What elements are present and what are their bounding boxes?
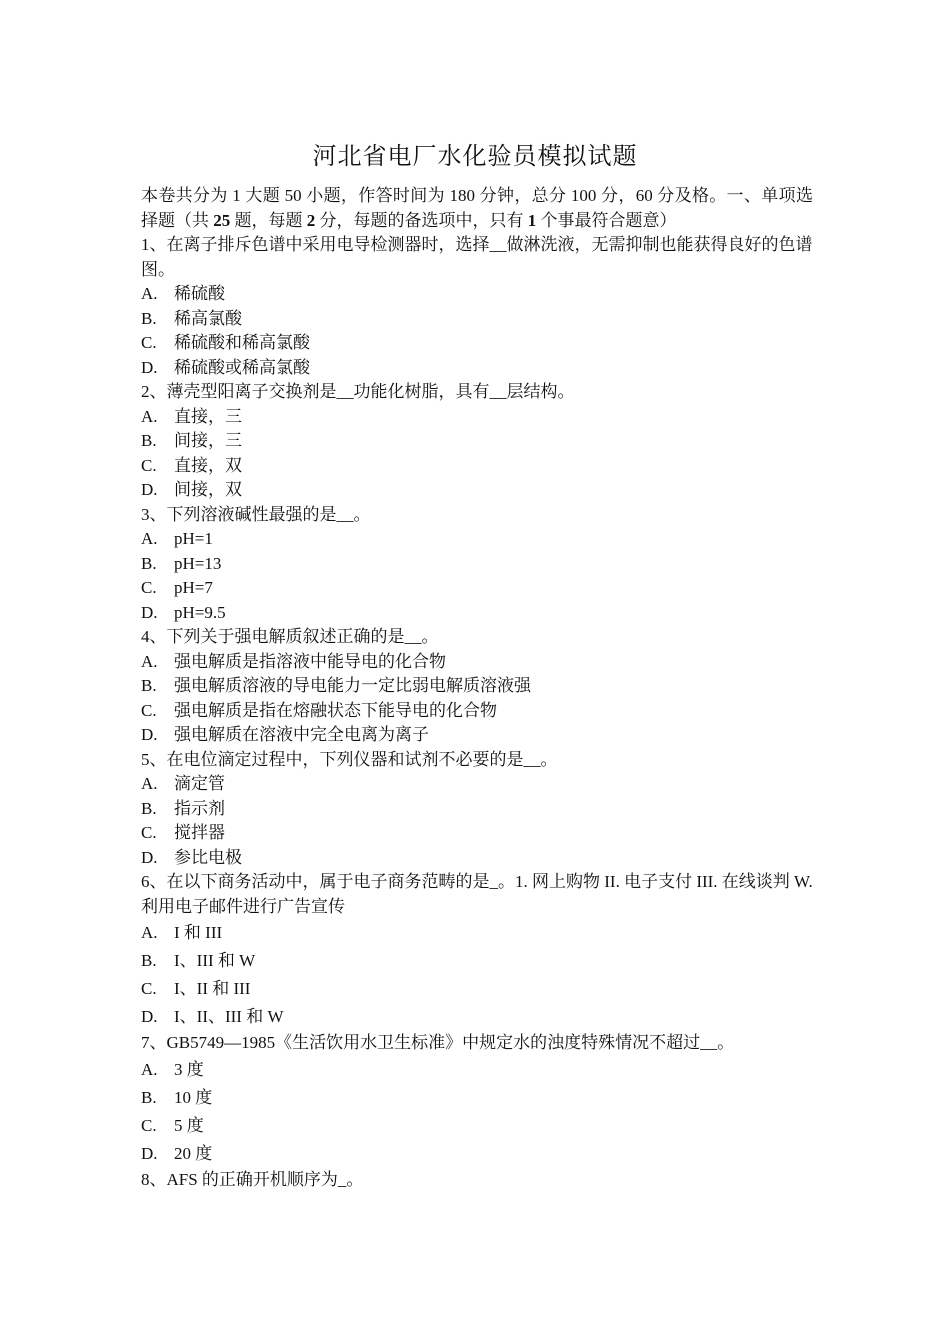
answer-option [141, 601, 813, 626]
question-list [141, 233, 813, 1192]
answer-option [141, 674, 813, 699]
option-letter: A. [141, 284, 158, 303]
option-letter: B. [141, 431, 157, 450]
option-letter: B. [141, 308, 157, 328]
option-letter: D. [141, 602, 158, 622]
answer-option [141, 405, 813, 430]
answer-option [141, 650, 813, 675]
option-letter: A. [141, 774, 158, 793]
option-letter: D. [141, 1143, 158, 1163]
option-letter: B. [141, 553, 157, 573]
option-letter: D. [141, 847, 158, 867]
question-stem: 7、GB5749—1985《生活饮用水卫生标准》中规定水的浊度特殊情况不超过__。 [141, 1033, 735, 1052]
answer-option [141, 527, 813, 552]
question-stem: 5、在电位滴定过程中，下列仪器和试剂不必要的是__。 [141, 749, 558, 769]
option-text: 搅拌器 [174, 823, 225, 842]
option-text: pH=9.5 [174, 602, 226, 622]
option-letter: B. [141, 676, 157, 695]
option-letter: C. [141, 1115, 157, 1135]
answer-option [141, 282, 813, 307]
document-body [141, 184, 813, 1192]
answer-option [141, 699, 813, 724]
answer-option [141, 723, 813, 748]
answer-option [141, 429, 813, 454]
option-letter: C. [141, 979, 157, 998]
option-text: 滴定管 [174, 774, 225, 793]
answer-option [141, 1003, 813, 1031]
option-text: 20 度 [174, 1143, 213, 1163]
option-text: pH=13 [174, 553, 222, 573]
option-text: 稀硫酸和稀高氯酸 [174, 333, 310, 352]
option-text: 参比电极 [174, 847, 242, 867]
answer-option [141, 1056, 813, 1084]
answer-option [141, 356, 813, 381]
question-stem: 2、薄壳型阳离子交换剂是__功能化树脂，具有__层结构。 [141, 382, 575, 401]
option-letter: B. [141, 951, 157, 970]
option-letter: B. [141, 798, 157, 818]
answer-option [141, 846, 813, 871]
option-text: 强电解质在溶液中完全电离为离子 [174, 725, 429, 744]
option-text: I、II、III 和 W [174, 1007, 284, 1026]
option-text: 稀硫酸或稀高氯酸 [174, 357, 310, 377]
option-text: 强电解质是指在熔融状态下能导电的化合物 [174, 700, 497, 720]
answer-option [141, 331, 813, 356]
answer-option [141, 454, 813, 479]
document-title: 河北省电厂水化验员模拟试题 [312, 144, 638, 170]
option-letter: D. [141, 480, 158, 499]
option-letter: C. [141, 578, 157, 597]
option-letter: A. [141, 529, 158, 548]
option-text: I、II 和 III [174, 979, 251, 998]
option-text: 直接，三 [174, 406, 242, 426]
answer-option [141, 1112, 813, 1140]
answer-option [141, 576, 813, 601]
answer-option [141, 772, 813, 797]
question-stem: 3、下列溶液碱性最强的是__。 [141, 504, 371, 524]
option-text: pH=1 [174, 529, 213, 548]
answer-option [141, 1084, 813, 1112]
option-letter: A. [141, 923, 158, 942]
option-text: 间接，双 [174, 480, 242, 499]
option-letter: B. [141, 1087, 157, 1107]
option-text: 指示剂 [174, 798, 225, 818]
answer-option [141, 919, 813, 947]
answer-option [141, 797, 813, 822]
option-letter: D. [141, 725, 158, 744]
option-letter: A. [141, 406, 158, 426]
question-stem: 8、AFS 的正确开机顺序为_。 [141, 1169, 364, 1189]
option-letter: C. [141, 455, 157, 475]
question-stem: 4、下列关于强电解质叙述正确的是__。 [141, 627, 439, 646]
answer-option [141, 975, 813, 1003]
question-stem: 1、在离子排斥色谱中采用电导检测器时，选择__做淋洗液，无需抑制也能获得良好的色谱图。 [141, 235, 813, 279]
option-text: 3 度 [174, 1059, 204, 1079]
question-stem: 6、在以下商务活动中，属于电子商务范畴的是_。1. 网上购物 II. 电子支付 III. 在线谈判 W. 利用电子邮件进行广告宣传 [141, 872, 813, 916]
answer-option [141, 478, 813, 503]
option-letter: C. [141, 700, 157, 720]
option-letter: C. [141, 333, 157, 352]
answer-option [141, 1140, 813, 1168]
option-text: 稀硫酸 [174, 284, 225, 303]
option-letter: A. [141, 1059, 158, 1079]
option-letter: A. [141, 651, 158, 671]
option-text: 强电解质是指溶液中能导电的化合物 [174, 651, 446, 671]
answer-option [141, 821, 813, 846]
option-text: 稀高氯酸 [174, 308, 242, 328]
answer-option [141, 552, 813, 577]
option-text: I、III 和 W [174, 951, 256, 970]
option-text: I 和 III [174, 923, 223, 942]
option-text: 5 度 [174, 1115, 204, 1135]
option-letter: D. [141, 357, 158, 377]
exam-instructions: 本卷共分为 1 大题 50 小题，作答时间为 180 分钟，总分 100 分，60 分及格。一、单项选择题（共 25 题，每题 2 分，每题的备选项中，只有 1 个事最符合题意） [141, 186, 813, 230]
option-text: pH=7 [174, 578, 213, 597]
option-letter: C. [141, 823, 157, 842]
answer-option [141, 947, 813, 975]
option-text: 间接，三 [174, 431, 242, 450]
option-text: 直接，双 [174, 455, 242, 475]
answer-option [141, 307, 813, 332]
option-text: 强电解质溶液的导电能力一定比弱电解质溶液强 [174, 676, 531, 695]
option-text: 10 度 [174, 1087, 213, 1107]
option-letter: D. [141, 1007, 158, 1026]
